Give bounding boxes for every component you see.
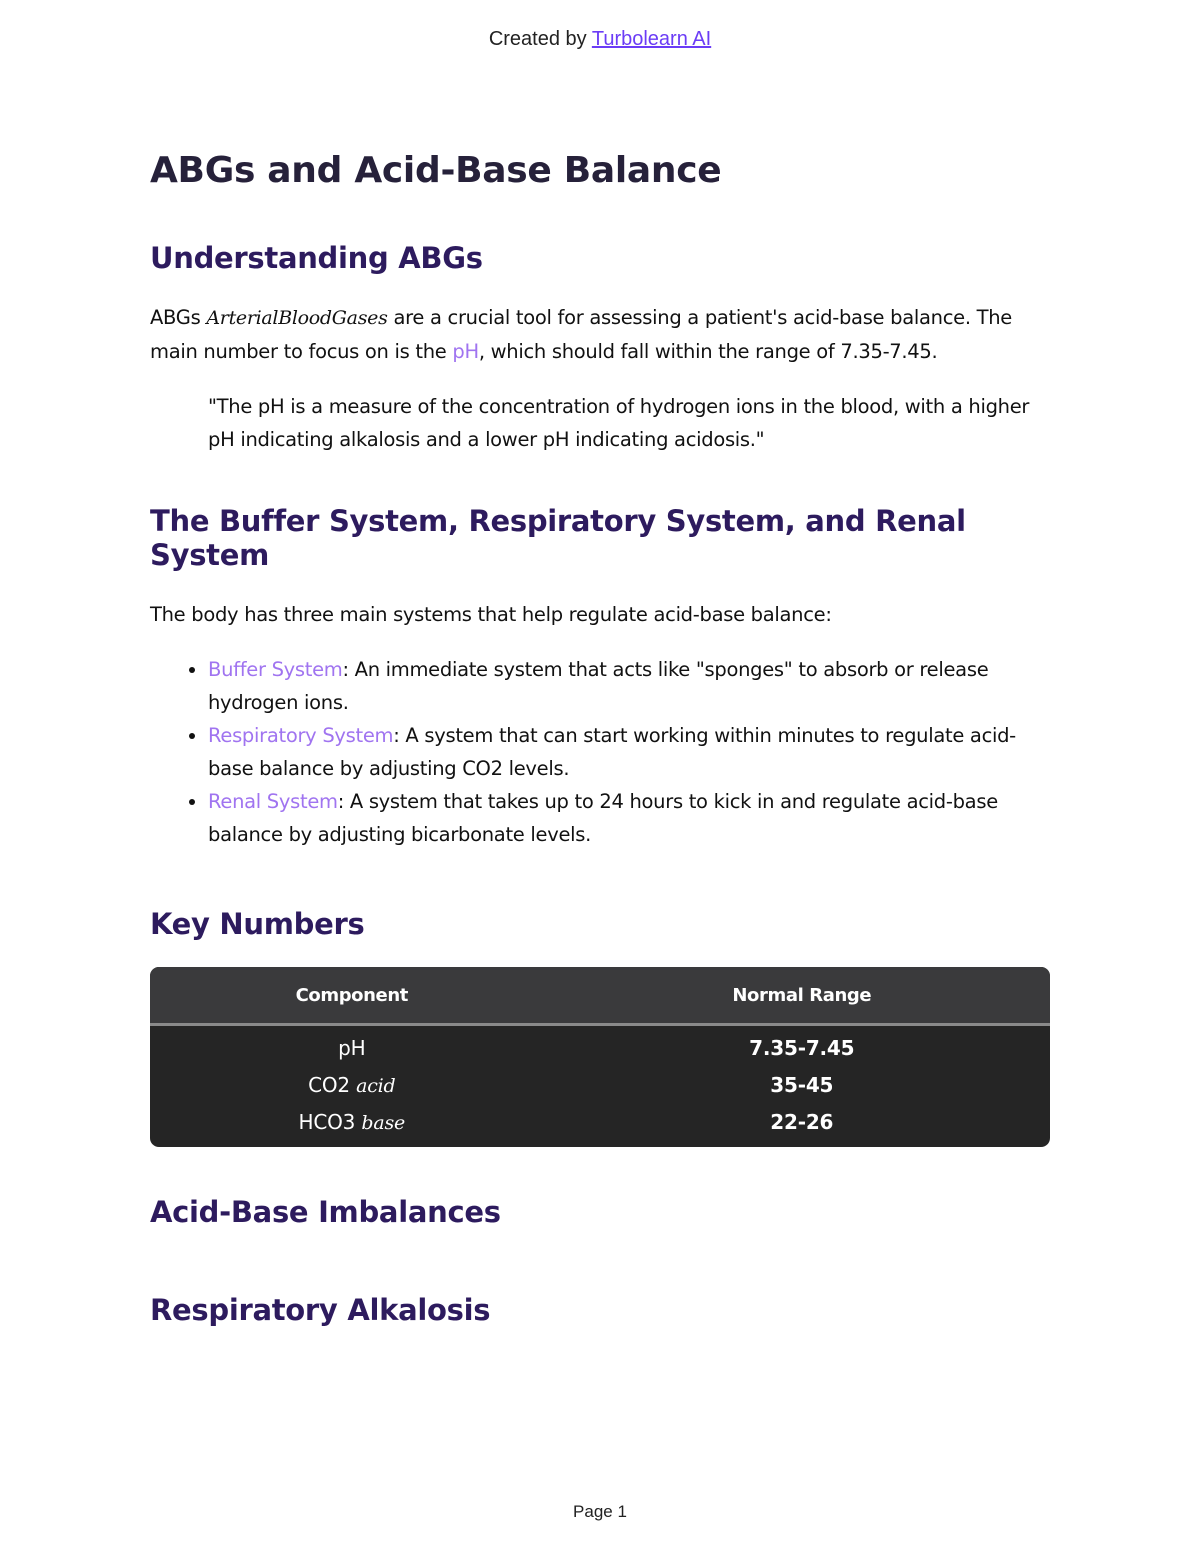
ph-quote: "The pH is a measure of the concentration of hydrogen ions in the blood, with a higher pH indicating alkalosis and a lower pH indicating acidosis." — [208, 395, 1030, 451]
system-term: Respiratory System — [208, 724, 394, 747]
component-math: base — [361, 1111, 406, 1134]
system-description: : An immediate system that acts like "sponges" to absorb or release hydrogen ions. — [208, 658, 989, 714]
table-cell-range: 7.35-7.45 — [749, 1035, 855, 1060]
table-cell-range: 35-45 — [770, 1072, 834, 1097]
paragraph-middle: are a crucial tool for assessing a patient's acid-base balance. The main number to focus on is the — [150, 306, 1012, 363]
ph-highlight: pH — [452, 340, 479, 363]
systems-list — [150, 653, 1050, 851]
section-heading-imbalances: Acid-Base Imbalances — [150, 1195, 501, 1229]
subsection-heading-respiratory-alkalosis: Respiratory Alkalosis — [150, 1293, 491, 1327]
section-heading-systems: The Buffer System, Respiratory System, and Renal System — [150, 504, 966, 572]
table-header-row — [150, 967, 1050, 1025]
system-description: : A system that takes up to 24 hours to kick in and regulate acid-base balance by adjusting bicarbonate levels. — [208, 790, 998, 846]
page-title: ABGs and Acid-Base Balance — [150, 150, 722, 191]
math-arterial-blood-gases: ArterialBloodGases — [206, 307, 388, 329]
table-cell-component — [150, 1103, 554, 1147]
column-header-component: Component — [150, 967, 554, 1025]
section-heading-key-numbers: Key Numbers — [150, 907, 365, 941]
column-header-normal-range: Normal Range — [554, 967, 1050, 1025]
system-term: Renal System — [208, 790, 338, 813]
paragraph-end: , which should fall within the range of 7.35-7.45. — [478, 340, 938, 363]
key-numbers-table-container — [150, 967, 1050, 1147]
page-number: Page 1 — [573, 1502, 627, 1521]
table-row — [150, 1103, 1050, 1147]
component-math: acid — [356, 1074, 396, 1097]
list-item — [208, 653, 1050, 719]
section-heading-understanding: Understanding ABGs — [150, 241, 483, 275]
system-term: Buffer System — [208, 658, 343, 681]
key-numbers-table — [150, 967, 1050, 1147]
table-cell-component — [150, 1025, 554, 1067]
understanding-paragraph — [150, 301, 1050, 368]
system-description: : A system that can start working within minutes to regulate acid-base balance by adjusting CO2 levels. — [208, 724, 1016, 780]
table-row — [150, 1066, 1050, 1103]
table-row — [150, 1025, 1050, 1067]
turbolearn-link[interactable]: Turbolearn AI — [591, 28, 712, 50]
document-content — [150, 150, 1050, 1353]
component-name: CO2 — [308, 1072, 350, 1097]
list-item — [208, 785, 1050, 851]
credit-prefix: Created by — [488, 28, 587, 50]
component-name: pH — [338, 1035, 366, 1060]
created-by-credit — [0, 28, 1200, 51]
abgs-text: ABGs — [150, 306, 201, 329]
table-cell-range: 22-26 — [770, 1109, 834, 1134]
component-name: HCO3 — [298, 1109, 356, 1134]
table-cell-component — [150, 1066, 554, 1103]
systems-intro: The body has three main systems that help regulate acid-base balance: — [150, 603, 832, 626]
list-item — [208, 719, 1050, 785]
